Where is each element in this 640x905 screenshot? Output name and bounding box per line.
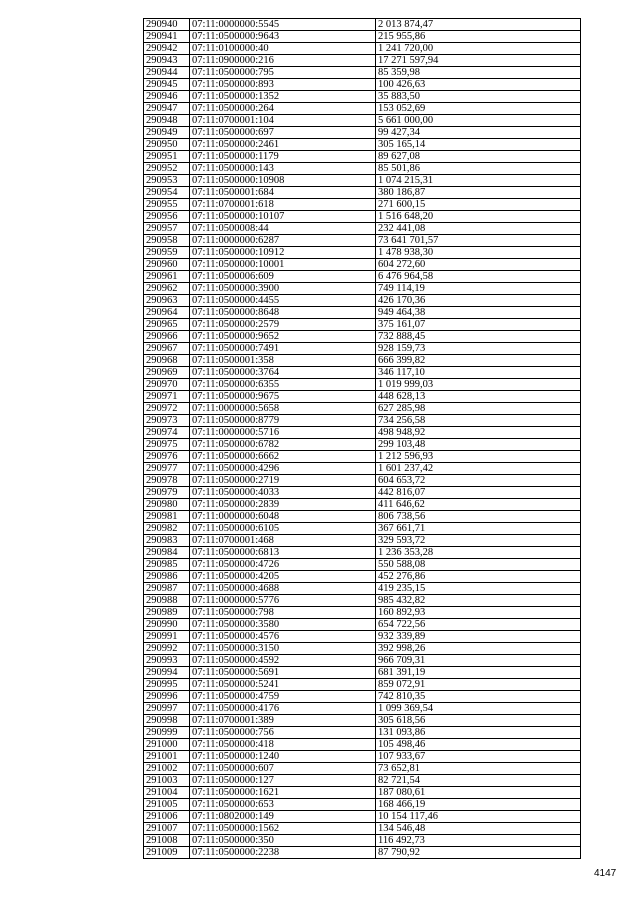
row-number-cell: 290965	[144, 319, 190, 331]
value-cell: 346 117,10	[376, 367, 581, 379]
value-cell: 985 432,82	[376, 595, 581, 607]
row-number-cell: 290988	[144, 595, 190, 607]
row-number-cell: 290984	[144, 547, 190, 559]
row-number-cell: 290995	[144, 679, 190, 691]
table-row	[144, 391, 581, 403]
cadastral-number-cell: 07:11:0500000:3900	[190, 283, 376, 295]
cadastral-number-cell: 07:11:0500001:358	[190, 355, 376, 367]
cadastral-number-cell: 07:11:0500000:9675	[190, 391, 376, 403]
value-cell: 1 074 215,31	[376, 175, 581, 187]
table-row	[144, 775, 581, 787]
cadastral-number-cell: 07:11:0500000:418	[190, 739, 376, 751]
cadastral-number-cell: 07:11:0500000:697	[190, 127, 376, 139]
table-row	[144, 403, 581, 415]
value-cell: 305 165,14	[376, 139, 581, 151]
cadastral-number-cell: 07:11:0900000:216	[190, 55, 376, 67]
row-number-cell: 290948	[144, 115, 190, 127]
value-cell: 604 272,60	[376, 259, 581, 271]
table-row	[144, 691, 581, 703]
row-number-cell: 290959	[144, 247, 190, 259]
cadastral-number-cell: 07:11:0500001:684	[190, 187, 376, 199]
row-number-cell: 290949	[144, 127, 190, 139]
row-number-cell: 290975	[144, 439, 190, 451]
row-number-cell: 290954	[144, 187, 190, 199]
row-number-cell: 290946	[144, 91, 190, 103]
value-cell: 734 256,58	[376, 415, 581, 427]
value-cell: 271 600,15	[376, 199, 581, 211]
cadastral-number-cell: 07:11:0500000:893	[190, 79, 376, 91]
value-cell: 5 661 000,00	[376, 115, 581, 127]
value-cell: 1 241 720,00	[376, 43, 581, 55]
cadastral-number-cell: 07:11:0500000:7491	[190, 343, 376, 355]
row-number-cell: 290951	[144, 151, 190, 163]
cadastral-number-cell: 07:11:0500000:4726	[190, 559, 376, 571]
row-number-cell: 290942	[144, 43, 190, 55]
row-number-cell: 290969	[144, 367, 190, 379]
table-row	[144, 295, 581, 307]
table-row	[144, 679, 581, 691]
row-number-cell: 290940	[144, 19, 190, 31]
value-cell: 392 998,26	[376, 643, 581, 655]
row-number-cell: 290974	[144, 427, 190, 439]
table-row	[144, 223, 581, 235]
cadastral-number-cell: 07:11:0500000:6355	[190, 379, 376, 391]
row-number-cell: 290993	[144, 655, 190, 667]
value-cell: 107 933,67	[376, 751, 581, 763]
row-number-cell: 290980	[144, 499, 190, 511]
row-number-cell: 290992	[144, 643, 190, 655]
cadastral-number-cell: 07:11:0500000:4455	[190, 295, 376, 307]
cadastral-number-cell: 07:11:0500000:1240	[190, 751, 376, 763]
table-row	[144, 787, 581, 799]
cadastral-number-cell: 07:11:0500000:4688	[190, 583, 376, 595]
table-row	[144, 571, 581, 583]
row-number-cell: 290971	[144, 391, 190, 403]
row-number-cell: 290960	[144, 259, 190, 271]
value-cell: 367 661,71	[376, 523, 581, 535]
row-number-cell: 291003	[144, 775, 190, 787]
value-cell: 329 593,72	[376, 535, 581, 547]
cadastral-number-cell: 07:11:0000000:5716	[190, 427, 376, 439]
cadastral-number-cell: 07:11:0500000:9652	[190, 331, 376, 343]
table-row	[144, 307, 581, 319]
cadastral-number-cell: 07:11:0500000:1179	[190, 151, 376, 163]
cadastral-number-cell: 07:11:0500000:6782	[190, 439, 376, 451]
cadastral-number-cell: 07:11:0500000:4033	[190, 487, 376, 499]
table-row	[144, 271, 581, 283]
value-cell: 806 738,56	[376, 511, 581, 523]
table-row	[144, 727, 581, 739]
row-number-cell: 290952	[144, 163, 190, 175]
table-row	[144, 451, 581, 463]
row-number-cell: 290990	[144, 619, 190, 631]
table-row	[144, 703, 581, 715]
value-cell: 448 628,13	[376, 391, 581, 403]
cadastral-number-cell: 07:11:0500000:6813	[190, 547, 376, 559]
row-number-cell: 291009	[144, 847, 190, 859]
value-cell: 1 236 353,28	[376, 547, 581, 559]
value-cell: 85 359,98	[376, 67, 581, 79]
cadastral-number-cell: 07:11:0000000:5776	[190, 595, 376, 607]
page-number: 4147	[594, 868, 617, 879]
value-cell: 627 285,98	[376, 403, 581, 415]
row-number-cell: 291008	[144, 835, 190, 847]
value-cell: 6 476 964,58	[376, 271, 581, 283]
cadastral-number-cell: 07:11:0500000:1352	[190, 91, 376, 103]
row-number-cell: 290963	[144, 295, 190, 307]
cadastral-number-cell: 07:11:0500000:4296	[190, 463, 376, 475]
cadastral-number-cell: 07:11:0500000:4592	[190, 655, 376, 667]
cadastral-number-cell: 07:11:0500000:8779	[190, 415, 376, 427]
value-cell: 305 618,56	[376, 715, 581, 727]
row-number-cell: 290979	[144, 487, 190, 499]
table-row	[144, 511, 581, 523]
table-row	[144, 127, 581, 139]
row-number-cell: 291002	[144, 763, 190, 775]
value-cell: 10 154 117,46	[376, 811, 581, 823]
value-cell: 426 170,36	[376, 295, 581, 307]
value-cell: 681 391,19	[376, 667, 581, 679]
cadastral-number-cell: 07:11:0500000:3580	[190, 619, 376, 631]
table-row	[144, 535, 581, 547]
table-row	[144, 151, 581, 163]
row-number-cell: 290991	[144, 631, 190, 643]
table-row	[144, 799, 581, 811]
row-number-cell: 290996	[144, 691, 190, 703]
value-cell: 134 546,48	[376, 823, 581, 835]
row-number-cell: 291001	[144, 751, 190, 763]
value-cell: 85 501,86	[376, 163, 581, 175]
row-number-cell: 290982	[144, 523, 190, 535]
cadastral-number-cell: 07:11:0500000:607	[190, 763, 376, 775]
row-number-cell: 290977	[144, 463, 190, 475]
table-row	[144, 91, 581, 103]
value-cell: 442 816,07	[376, 487, 581, 499]
row-number-cell: 290966	[144, 331, 190, 343]
value-cell: 732 888,45	[376, 331, 581, 343]
table-row	[144, 19, 581, 31]
cadastral-number-cell: 07:11:0000000:5545	[190, 19, 376, 31]
value-cell: 1 478 938,30	[376, 247, 581, 259]
row-number-cell: 290950	[144, 139, 190, 151]
value-cell: 604 653,72	[376, 475, 581, 487]
cadastral-number-cell: 07:11:0500000:350	[190, 835, 376, 847]
row-number-cell: 290998	[144, 715, 190, 727]
table-row	[144, 319, 581, 331]
cadastral-number-cell: 07:11:0700001:468	[190, 535, 376, 547]
value-cell: 949 464,38	[376, 307, 581, 319]
cadastral-number-cell: 07:11:0500000:5691	[190, 667, 376, 679]
value-cell: 116 492,73	[376, 835, 581, 847]
value-cell: 654 722,56	[376, 619, 581, 631]
value-cell: 1 516 648,20	[376, 211, 581, 223]
cadastral-number-cell: 07:11:0500000:8648	[190, 307, 376, 319]
value-cell: 215 955,86	[376, 31, 581, 43]
table-row	[144, 247, 581, 259]
value-cell: 1 019 999,03	[376, 379, 581, 391]
row-number-cell: 291000	[144, 739, 190, 751]
table-row	[144, 163, 581, 175]
table-row	[144, 619, 581, 631]
row-number-cell: 291007	[144, 823, 190, 835]
row-number-cell: 290987	[144, 583, 190, 595]
row-number-cell: 290967	[144, 343, 190, 355]
row-number-cell: 290957	[144, 223, 190, 235]
table-row	[144, 655, 581, 667]
table-row	[144, 43, 581, 55]
table-row	[144, 739, 581, 751]
table-row	[144, 583, 581, 595]
value-cell: 859 072,91	[376, 679, 581, 691]
value-cell: 550 588,08	[376, 559, 581, 571]
value-cell: 73 652,81	[376, 763, 581, 775]
cadastral-number-cell: 07:11:0000000:6048	[190, 511, 376, 523]
table-row	[144, 343, 581, 355]
value-cell: 187 080,61	[376, 787, 581, 799]
cadastral-number-cell: 07:11:0500000:798	[190, 607, 376, 619]
table-row	[144, 139, 581, 151]
table-row	[144, 439, 581, 451]
value-cell: 160 892,93	[376, 607, 581, 619]
row-number-cell: 291004	[144, 787, 190, 799]
row-number-cell: 290994	[144, 667, 190, 679]
row-number-cell: 290956	[144, 211, 190, 223]
value-cell: 100 426,63	[376, 79, 581, 91]
value-cell: 82 721,54	[376, 775, 581, 787]
cadastral-number-cell: 07:11:0500000:2719	[190, 475, 376, 487]
value-cell: 89 627,08	[376, 151, 581, 163]
value-cell: 99 427,34	[376, 127, 581, 139]
value-cell: 498 948,92	[376, 427, 581, 439]
cadastral-number-cell: 07:11:0100000:40	[190, 43, 376, 55]
row-number-cell: 290958	[144, 235, 190, 247]
table-row	[144, 175, 581, 187]
cadastral-number-cell: 07:11:0500000:4576	[190, 631, 376, 643]
value-cell: 749 114,19	[376, 283, 581, 295]
row-number-cell: 290981	[144, 511, 190, 523]
cadastral-number-cell: 07:11:0500006:609	[190, 271, 376, 283]
row-number-cell: 290986	[144, 571, 190, 583]
cadastral-number-cell: 07:11:0500000:264	[190, 103, 376, 115]
table-row	[144, 475, 581, 487]
value-cell: 932 339,89	[376, 631, 581, 643]
cadastral-number-cell: 07:11:0500000:143	[190, 163, 376, 175]
cadastral-number-cell: 07:11:0500000:2238	[190, 847, 376, 859]
cadastral-number-cell: 07:11:0500000:4205	[190, 571, 376, 583]
cadastral-number-cell: 07:11:0500000:9643	[190, 31, 376, 43]
value-cell: 666 399,82	[376, 355, 581, 367]
table-row	[144, 115, 581, 127]
value-cell: 1 601 237,42	[376, 463, 581, 475]
row-number-cell: 290999	[144, 727, 190, 739]
value-cell: 1 099 369,54	[376, 703, 581, 715]
table-row	[144, 595, 581, 607]
value-cell: 17 271 597,94	[376, 55, 581, 67]
cadastral-number-cell: 07:11:0500000:10912	[190, 247, 376, 259]
cadastral-number-cell: 07:11:0500000:6105	[190, 523, 376, 535]
table-row	[144, 751, 581, 763]
table-body	[144, 19, 581, 859]
value-cell: 153 052,69	[376, 103, 581, 115]
cadastral-number-cell: 07:11:0500000:756	[190, 727, 376, 739]
table-row	[144, 487, 581, 499]
table-row	[144, 547, 581, 559]
cadastral-number-cell: 07:11:0700001:618	[190, 199, 376, 211]
table-row	[144, 379, 581, 391]
cadastral-number-cell: 07:11:0500008:44	[190, 223, 376, 235]
table-row	[144, 55, 581, 67]
value-cell: 966 709,31	[376, 655, 581, 667]
value-cell: 131 093,86	[376, 727, 581, 739]
table-row	[144, 79, 581, 91]
row-number-cell: 290961	[144, 271, 190, 283]
table-row	[144, 187, 581, 199]
row-number-cell: 290989	[144, 607, 190, 619]
row-number-cell: 290997	[144, 703, 190, 715]
cadastral-number-cell: 07:11:0500000:5241	[190, 679, 376, 691]
cadastral-number-cell: 07:11:0500000:10107	[190, 211, 376, 223]
table-row	[144, 199, 581, 211]
table-row	[144, 811, 581, 823]
value-cell: 2 013 874,47	[376, 19, 581, 31]
row-number-cell: 290972	[144, 403, 190, 415]
cadastral-number-cell: 07:11:0802000:149	[190, 811, 376, 823]
row-number-cell: 290941	[144, 31, 190, 43]
row-number-cell: 290985	[144, 559, 190, 571]
value-cell: 1 212 596,93	[376, 451, 581, 463]
table-row	[144, 211, 581, 223]
cadastral-number-cell: 07:11:0700001:104	[190, 115, 376, 127]
table-row	[144, 367, 581, 379]
cadastral-number-cell: 07:11:0500000:2461	[190, 139, 376, 151]
table-row	[144, 415, 581, 427]
row-number-cell: 290978	[144, 475, 190, 487]
row-number-cell: 290964	[144, 307, 190, 319]
cadastral-value-table	[143, 18, 581, 859]
table-row	[144, 463, 581, 475]
value-cell: 375 161,07	[376, 319, 581, 331]
value-cell: 232 441,08	[376, 223, 581, 235]
value-cell: 299 103,48	[376, 439, 581, 451]
value-cell: 452 276,86	[376, 571, 581, 583]
row-number-cell: 291005	[144, 799, 190, 811]
row-number-cell: 290983	[144, 535, 190, 547]
value-cell: 411 646,62	[376, 499, 581, 511]
cadastral-number-cell: 07:11:0500000:4176	[190, 703, 376, 715]
cadastral-number-cell: 07:11:0500000:127	[190, 775, 376, 787]
table-row	[144, 823, 581, 835]
cadastral-number-cell: 07:11:0700001:389	[190, 715, 376, 727]
row-number-cell: 290973	[144, 415, 190, 427]
cadastral-number-cell: 07:11:0500000:653	[190, 799, 376, 811]
value-cell: 380 186,87	[376, 187, 581, 199]
table-row	[144, 331, 581, 343]
table-row	[144, 559, 581, 571]
cadastral-number-cell: 07:11:0500000:3150	[190, 643, 376, 655]
cadastral-number-cell: 07:11:0500000:1621	[190, 787, 376, 799]
table-row	[144, 847, 581, 859]
row-number-cell: 290943	[144, 55, 190, 67]
table-row	[144, 763, 581, 775]
row-number-cell: 290970	[144, 379, 190, 391]
row-number-cell: 290947	[144, 103, 190, 115]
table-row	[144, 355, 581, 367]
value-cell: 419 235,15	[376, 583, 581, 595]
cadastral-number-cell: 07:11:0500000:795	[190, 67, 376, 79]
value-cell: 35 883,50	[376, 91, 581, 103]
cadastral-number-cell: 07:11:0500000:2839	[190, 499, 376, 511]
table-row	[144, 499, 581, 511]
cadastral-number-cell: 07:11:0500000:10908	[190, 175, 376, 187]
table-row	[144, 631, 581, 643]
table-row	[144, 607, 581, 619]
cadastral-number-cell: 07:11:0500000:6662	[190, 451, 376, 463]
cadastral-number-cell: 07:11:0500000:3764	[190, 367, 376, 379]
value-cell: 73 641 701,57	[376, 235, 581, 247]
cadastral-number-cell: 07:11:0500000:10001	[190, 259, 376, 271]
row-number-cell: 290944	[144, 67, 190, 79]
value-cell: 105 498,46	[376, 739, 581, 751]
table-row	[144, 667, 581, 679]
row-number-cell: 290945	[144, 79, 190, 91]
table-row	[144, 67, 581, 79]
table-row	[144, 103, 581, 115]
table-row	[144, 235, 581, 247]
table-row	[144, 259, 581, 271]
row-number-cell: 290962	[144, 283, 190, 295]
row-number-cell: 290953	[144, 175, 190, 187]
table-row	[144, 523, 581, 535]
cadastral-number-cell: 07:11:0000000:5658	[190, 403, 376, 415]
table-row	[144, 427, 581, 439]
table-row	[144, 31, 581, 43]
row-number-cell: 290976	[144, 451, 190, 463]
table-row	[144, 715, 581, 727]
value-cell: 928 159,73	[376, 343, 581, 355]
table-row	[144, 835, 581, 847]
cadastral-number-cell: 07:11:0500000:4759	[190, 691, 376, 703]
table-row	[144, 643, 581, 655]
value-cell: 168 466,19	[376, 799, 581, 811]
row-number-cell: 290968	[144, 355, 190, 367]
row-number-cell: 290955	[144, 199, 190, 211]
cadastral-number-cell: 07:11:0500000:1562	[190, 823, 376, 835]
table-row	[144, 283, 581, 295]
value-cell: 742 810,35	[376, 691, 581, 703]
cadastral-number-cell: 07:11:0500000:2579	[190, 319, 376, 331]
cadastral-number-cell: 07:11:0000000:6287	[190, 235, 376, 247]
value-cell: 87 790,92	[376, 847, 581, 859]
row-number-cell: 291006	[144, 811, 190, 823]
